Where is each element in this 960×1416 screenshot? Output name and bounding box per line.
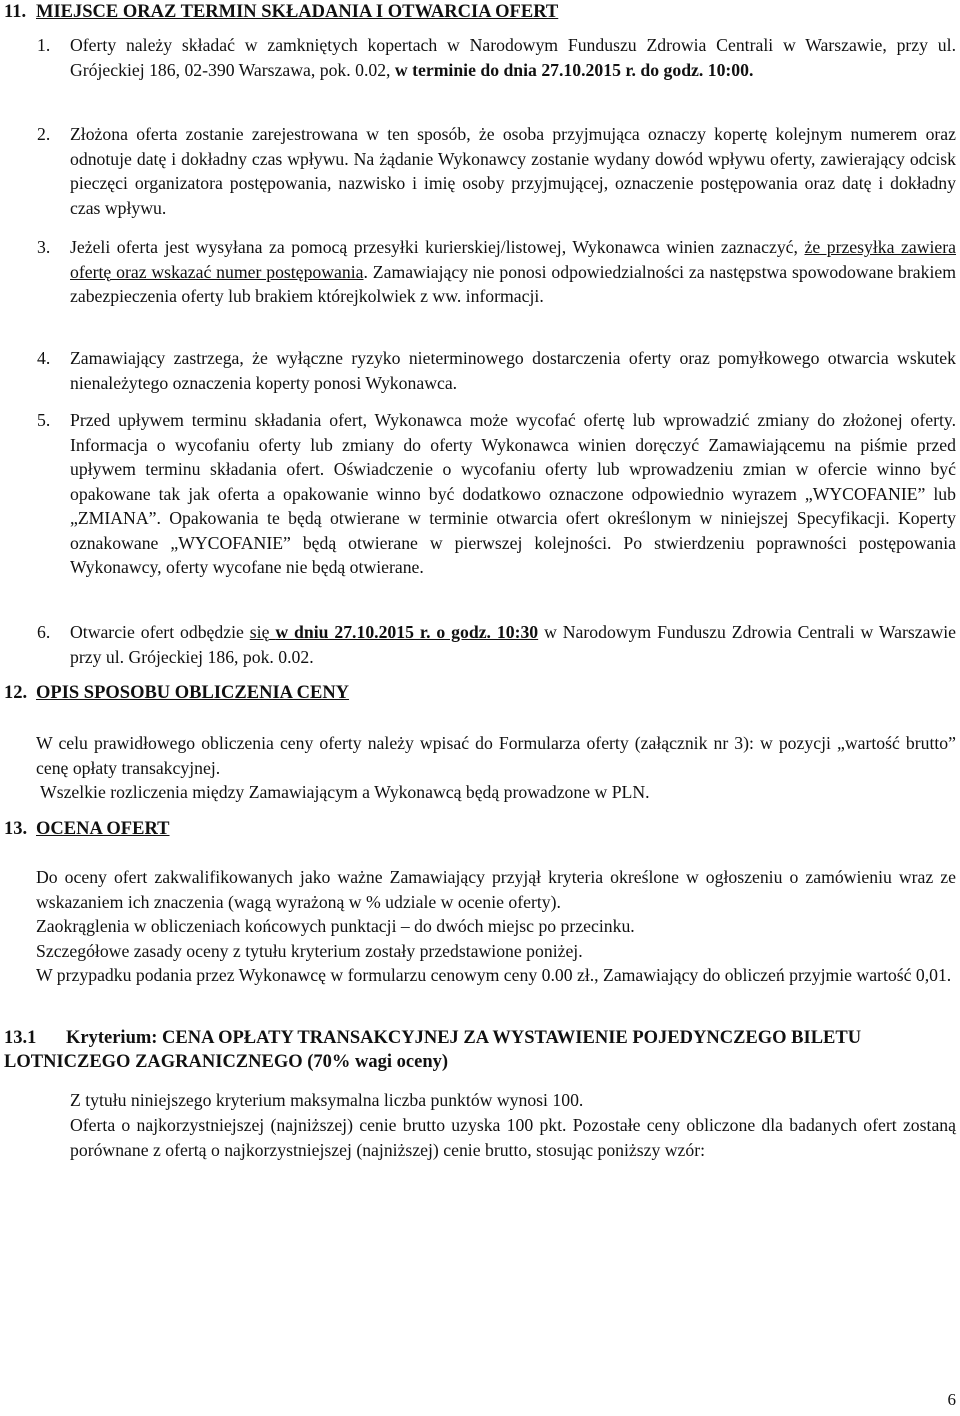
- section-title: OCENA OFERT: [36, 819, 170, 839]
- section-number: 13.1: [4, 1028, 37, 1048]
- list-item-number: 1.: [37, 35, 51, 55]
- list-item-number: 4.: [37, 348, 51, 368]
- paragraph: Zaokrąglenia w obliczeniach końcowych punktacji – do dwóch miejsc po przecinku.: [36, 916, 635, 936]
- section-number: 11.: [4, 2, 27, 22]
- list-item-text: Otwarcie ofert odbędzie: [70, 622, 250, 642]
- list-item: [37, 33, 956, 82]
- list-item-text: Złożona oferta zostanie zarejestrowana w ten sposób, że osoba przyjmująca oznaczy kopertę kolejnym numerem oraz odnotuje datę i dokładny czas wpływu. Na żądanie Wykonawcy zostanie wydany dowód wpływu oferty, zawierający odcisk pieczęci organizatora postępowania, nazwisko i imię osoby przyjmującej, oznaczenie postępowania oraz datę i dokładny czas wpływu.: [70, 124, 956, 218]
- opening-date-text: w dniu 27.10.2015 r. o godz. 10:30: [275, 622, 539, 642]
- list-item-text: Przed upływem terminu składania ofert, Wykonawca może wycofać ofertę lub wprowadzić zmiany do złożonej oferty. Informacja o wycofaniu oferty lub zmiany do oferty Wykonawca winien doręczyć Zamawiającemu na piśmie przed upływem terminu składania ofert. Oświadczenie o wycofaniu oferty lub wprowadzeniu zmian w ofercie winno być opakowane tak jak oferta a opakowanie winno być dodatkowo oznaczone odpowiednio wyrazem „WYCOFANIE” lub „ZMIANA”. Opakowania te będą otwierane w terminie otwarcia ofert określonym w niniejszej Specyfikacji. Koperty oznakowane „WYCOFANIE” będą otwierane w pierwszej kolejności. Po stwierdzeniu poprawności postępowania Wykonawcy, oferty wycofane nie będą otwierane.: [70, 410, 956, 577]
- list-item: [37, 346, 956, 395]
- list-item-number: 3.: [37, 237, 51, 257]
- list-item-number: 5.: [37, 410, 51, 430]
- deadline-text: w terminie do dnia 27.10.2015 r. do godz. 10:00.: [394, 59, 754, 80]
- list-item-text: Oferty należy składać w zamkniętych kopertach w Narodowym Funduszu Zdrowia Centrali w Warszawie, przy ul. Grójeckiej 186, 02-390 Warszawa, pok. 0.02,: [70, 35, 956, 80]
- underlined-text: się: [249, 622, 276, 642]
- section-title: MIEJSCE ORAZ TERMIN SKŁADANIA I OTWARCIA OFERT: [36, 2, 559, 22]
- list-item-text: w Narodowym Funduszu Zdrowia Centrali w Warszawie przy ul. Grójeckiej 186, pok. 0.02.: [70, 622, 956, 667]
- paragraph: Wszelkie rozliczenia między Zamawiającym a Wykonawcą będą prowadzone w PLN.: [40, 782, 650, 802]
- paragraph: Do oceny ofert zakwalifikowanych jako ważne Zamawiający przyjął kryteria określone w ogłoszeniu o zamówieniu wraz ze wskazaniem ich znaczenia (wagą wyrażoną w % udziale w ocenie oferty).: [36, 867, 956, 912]
- list-item-text: Zamawiający zastrzega, że wyłączne ryzyko nieterminowego dostarczenia oferty oraz pomyłkowego otwarcia wskutek nienależytego oznaczenia koperty ponosi Wykonawca.: [70, 348, 956, 393]
- section-title: OPIS SPOSOBU OBLICZENIA CENY: [36, 683, 350, 703]
- page-number: 6: [947, 1390, 956, 1409]
- section-number: 13.: [4, 819, 28, 839]
- paragraph: Z tytułu niniejszego kryterium maksymalna liczba punktów wynosi 100.: [70, 1090, 584, 1110]
- section-title: Kryterium: CENA OPŁATY TRANSAKCYJNEJ ZA WYSTAWIENIE POJEDYNCZEGO BILETU LOTNICZEGO ZAGRANICZNEGO (70% wagi oceny): [4, 1028, 862, 1072]
- list-item: [37, 408, 956, 580]
- list-item: [37, 122, 956, 220]
- paragraph: W przypadku podania przez Wykonawcę w formularzu cenowym ceny 0.00 zł., Zamawiający do obliczeń przyjmie wartość 0,01.: [36, 965, 952, 985]
- section-13-1-heading: [4, 1026, 956, 1074]
- list-item-number: 2.: [37, 124, 51, 144]
- list-item: [37, 620, 956, 669]
- list-item-text: Jeżeli oferta jest wysyłana za pomocą przesyłki kurierskiej/listowej, Wykonawca winien zaznaczyć,: [70, 237, 805, 257]
- paragraph: Szczegółowe zasady oceny z tytułu kryterium zostały przedstawione poniżej.: [36, 941, 583, 961]
- paragraph: W celu prawidłowego obliczenia ceny oferty należy wpisać do Formularza oferty (załącznik nr 3): w pozycji „wartość brutto” cenę opłaty transakcyjnej.: [36, 733, 956, 778]
- paragraph: Oferta o najkorzystniejszej (najniższej) cenie brutto uzyska 100 pkt. Pozostałe ceny obliczone dla badanych ofert zostaną porównane z ofertą o najkorzystniejszej (najniższej) cenie brutto, stosując poniższy wzór:: [70, 1115, 956, 1160]
- section-12-heading: [4, 681, 954, 705]
- list-item: [37, 235, 957, 309]
- list-item-text: . Zamawiający nie ponosi odpowiedzialności za następstwa spowodowane brakiem zabezpieczenia oferty lub brakiem którejkolwiek z ww. informacji.: [70, 261, 956, 306]
- section-number: 12.: [4, 683, 28, 703]
- section-13-heading: [4, 817, 954, 841]
- underlined-text: że przesyłka zawiera ofertę oraz wskazać numer postępowania: [70, 237, 957, 282]
- section-11-heading: [4, 0, 954, 24]
- list-item-number: 6.: [37, 622, 51, 642]
